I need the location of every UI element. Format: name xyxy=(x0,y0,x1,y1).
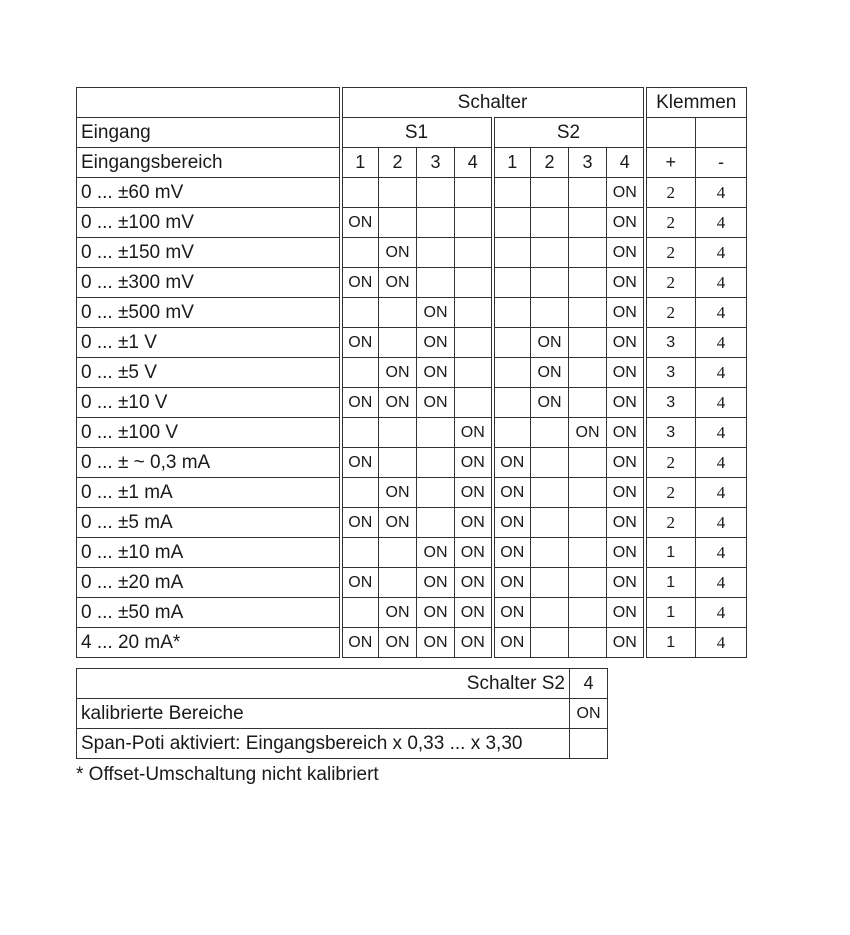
s1-switch-1-cell: ON xyxy=(341,628,379,658)
eingang-header: Eingang xyxy=(77,118,341,148)
klemme-minus-cell: 4 xyxy=(696,598,747,628)
s1-switch-3-cell xyxy=(417,238,455,268)
klemme-minus-cell: 4 xyxy=(696,238,747,268)
s2-switch-1-cell: ON xyxy=(493,538,531,568)
range-label: 0 ... ±10 V xyxy=(77,388,341,418)
s1-switch-4-cell xyxy=(455,388,493,418)
s1-switch-2-cell xyxy=(379,328,417,358)
calib-row-kalibriert xyxy=(77,699,608,729)
s1-switch-4-cell: ON xyxy=(455,418,493,448)
s2-switch-4-cell: ON xyxy=(607,298,645,328)
klemmen-blank-minus xyxy=(696,118,747,148)
switch-settings-body xyxy=(77,88,747,658)
s2-switch-2-cell: ON xyxy=(531,328,569,358)
s2-switch-2-cell: ON xyxy=(531,388,569,418)
klemme-minus-cell: 4 xyxy=(696,568,747,598)
s2-switch-4-cell: ON xyxy=(607,508,645,538)
s2-switch-3-cell xyxy=(569,238,607,268)
s1-switch-4-cell xyxy=(455,268,493,298)
s2-switch-2-cell xyxy=(531,538,569,568)
s1-switch-4-cell xyxy=(455,298,493,328)
range-label: 0 ... ±20 mA xyxy=(77,568,341,598)
s1-switch-4-cell: ON xyxy=(455,568,493,598)
range-row xyxy=(77,418,747,448)
s1-switch-1-cell xyxy=(341,238,379,268)
klemme-plus-cell: 1 xyxy=(645,538,696,568)
klemme-plus-cell: 2 xyxy=(645,448,696,478)
calib-header-row xyxy=(77,669,608,699)
s2-switch-1-cell: ON xyxy=(493,478,531,508)
range-label: 0 ... ±5 mA xyxy=(77,508,341,538)
range-row xyxy=(77,508,747,538)
s1-switch-2-cell: ON xyxy=(379,358,417,388)
s2-switch-4-cell: ON xyxy=(607,418,645,448)
s2-switch-2-cell xyxy=(531,298,569,328)
s1-switch-3-cell xyxy=(417,208,455,238)
klemme-plus-cell: 2 xyxy=(645,478,696,508)
klemme-minus-header: - xyxy=(696,148,747,178)
s1-switch-2-cell: ON xyxy=(379,388,417,418)
calib-kalibriert-value: ON xyxy=(570,699,608,729)
schalter-header: Schalter xyxy=(341,88,645,118)
klemme-minus-cell: 4 xyxy=(696,208,747,238)
klemme-minus-cell: 4 xyxy=(696,628,747,658)
s1-switch-4-cell xyxy=(455,208,493,238)
range-label: 0 ... ±100 mV xyxy=(77,208,341,238)
switch-settings-table xyxy=(76,87,747,658)
klemme-plus-header: + xyxy=(645,148,696,178)
range-row xyxy=(77,298,747,328)
s1-switch-4-header: 4 xyxy=(455,148,493,178)
s2-switch-4-cell: ON xyxy=(607,208,645,238)
range-label: 0 ... ±300 mV xyxy=(77,268,341,298)
klemme-minus-cell: 4 xyxy=(696,298,747,328)
range-label: 0 ... ±50 mA xyxy=(77,598,341,628)
header-row-eingangsbereich xyxy=(77,148,747,178)
s2-switch-3-cell xyxy=(569,388,607,418)
range-row xyxy=(77,448,747,478)
header-row-schalter xyxy=(77,88,747,118)
s2-switch-2-cell: ON xyxy=(531,358,569,388)
klemme-minus-cell: 4 xyxy=(696,538,747,568)
range-row xyxy=(77,568,747,598)
klemme-plus-cell: 1 xyxy=(645,628,696,658)
s1-switch-1-cell: ON xyxy=(341,508,379,538)
s2-switch-3-cell xyxy=(569,178,607,208)
klemme-plus-cell: 1 xyxy=(645,598,696,628)
s1-switch-3-cell xyxy=(417,178,455,208)
s2-switch-4-cell: ON xyxy=(607,598,645,628)
s2-switch-2-cell xyxy=(531,568,569,598)
s2-switch-3-cell: ON xyxy=(569,418,607,448)
s1-switch-3-cell xyxy=(417,448,455,478)
s2-switch-2-cell xyxy=(531,268,569,298)
s1-switch-1-cell xyxy=(341,478,379,508)
s2-switch-3-cell xyxy=(569,538,607,568)
s1-switch-1-cell: ON xyxy=(341,328,379,358)
range-label: 0 ... ±500 mV xyxy=(77,298,341,328)
calib-kalibriert-label: kalibrierte Bereiche xyxy=(77,699,570,729)
calib-switch-4-header: 4 xyxy=(570,669,608,699)
calibration-table xyxy=(76,668,608,759)
s1-switch-4-cell: ON xyxy=(455,478,493,508)
s1-switch-2-cell: ON xyxy=(379,238,417,268)
s1-switch-1-cell xyxy=(341,298,379,328)
s2-switch-2-cell xyxy=(531,508,569,538)
s1-switch-2-cell xyxy=(379,208,417,238)
s2-switch-4-header: 4 xyxy=(607,148,645,178)
klemme-plus-cell: 3 xyxy=(645,328,696,358)
s2-switch-4-cell: ON xyxy=(607,568,645,598)
s1-switch-1-cell xyxy=(341,178,379,208)
calib-schalter-s2-label: Schalter S2 xyxy=(77,669,570,699)
s1-switch-3-cell xyxy=(417,508,455,538)
s2-switch-2-cell xyxy=(531,598,569,628)
s1-switch-2-header: 2 xyxy=(379,148,417,178)
calib-span-poti-label: Span-Poti aktiviert: Eingangsbereich x 0,33 ... x 3,30 xyxy=(77,729,570,759)
s2-switch-1-cell xyxy=(493,268,531,298)
s1-switch-2-cell xyxy=(379,418,417,448)
s1-switch-3-cell: ON xyxy=(417,298,455,328)
s2-switch-2-cell xyxy=(531,208,569,238)
s1-switch-2-cell xyxy=(379,448,417,478)
s1-switch-3-cell xyxy=(417,268,455,298)
range-label: 0 ... ±150 mV xyxy=(77,238,341,268)
range-label: 0 ... ±5 V xyxy=(77,358,341,388)
s1-switch-2-cell: ON xyxy=(379,478,417,508)
range-label: 0 ... ± ~ 0,3 mA xyxy=(77,448,341,478)
s2-switch-1-header: 1 xyxy=(493,148,531,178)
klemme-minus-cell: 4 xyxy=(696,478,747,508)
s1-switch-1-cell xyxy=(341,598,379,628)
s2-switch-4-cell: ON xyxy=(607,358,645,388)
klemme-plus-cell: 3 xyxy=(645,418,696,448)
s2-switch-3-header: 3 xyxy=(569,148,607,178)
range-label: 0 ... ±60 mV xyxy=(77,178,341,208)
s1-switch-3-cell: ON xyxy=(417,538,455,568)
s1-switch-2-cell: ON xyxy=(379,628,417,658)
s2-switch-4-cell: ON xyxy=(607,388,645,418)
s2-switch-3-cell xyxy=(569,508,607,538)
s2-switch-2-header: 2 xyxy=(531,148,569,178)
s2-switch-2-cell xyxy=(531,478,569,508)
s2-switch-1-cell: ON xyxy=(493,568,531,598)
klemme-plus-cell: 2 xyxy=(645,238,696,268)
s1-switch-2-cell: ON xyxy=(379,598,417,628)
s2-switch-3-cell xyxy=(569,568,607,598)
s1-switch-4-cell: ON xyxy=(455,628,493,658)
s1-switch-2-cell xyxy=(379,568,417,598)
klemme-plus-cell: 2 xyxy=(645,208,696,238)
s1-switch-3-cell: ON xyxy=(417,328,455,358)
klemme-plus-cell: 2 xyxy=(645,268,696,298)
s1-switch-1-cell: ON xyxy=(341,448,379,478)
range-label: 4 ... 20 mA* xyxy=(77,628,341,658)
klemme-minus-cell: 4 xyxy=(696,358,747,388)
s1-switch-3-cell: ON xyxy=(417,358,455,388)
klemmen-header: Klemmen xyxy=(645,88,747,118)
s2-switch-2-cell xyxy=(531,178,569,208)
s1-switch-1-cell: ON xyxy=(341,568,379,598)
s2-switch-2-cell xyxy=(531,628,569,658)
s2-switch-4-cell: ON xyxy=(607,178,645,208)
range-row xyxy=(77,238,747,268)
s2-switch-1-cell xyxy=(493,388,531,418)
range-label: 0 ... ±1 mA xyxy=(77,478,341,508)
s1-switch-4-cell xyxy=(455,328,493,358)
s2-switch-3-cell xyxy=(569,628,607,658)
s1-switch-2-cell xyxy=(379,298,417,328)
range-row xyxy=(77,328,747,358)
s2-switch-1-cell: ON xyxy=(493,448,531,478)
klemme-minus-cell: 4 xyxy=(696,268,747,298)
s1-switch-4-cell: ON xyxy=(455,538,493,568)
klemme-plus-cell: 2 xyxy=(645,178,696,208)
s1-header: S1 xyxy=(341,118,493,148)
range-row xyxy=(77,178,747,208)
s2-switch-4-cell: ON xyxy=(607,328,645,358)
s1-switch-3-cell: ON xyxy=(417,628,455,658)
s2-switch-1-cell xyxy=(493,238,531,268)
s2-switch-3-cell xyxy=(569,298,607,328)
range-row xyxy=(77,208,747,238)
s2-switch-4-cell: ON xyxy=(607,268,645,298)
s1-switch-1-cell xyxy=(341,358,379,388)
header-row-eingang xyxy=(77,118,747,148)
s1-switch-1-cell xyxy=(341,538,379,568)
s2-switch-1-cell xyxy=(493,418,531,448)
s2-switch-3-cell xyxy=(569,268,607,298)
s1-switch-4-cell xyxy=(455,238,493,268)
s1-switch-3-cell xyxy=(417,418,455,448)
range-row xyxy=(77,478,747,508)
s2-switch-1-cell: ON xyxy=(493,598,531,628)
range-row xyxy=(77,358,747,388)
s2-switch-3-cell xyxy=(569,358,607,388)
s2-switch-2-cell xyxy=(531,418,569,448)
s2-switch-3-cell xyxy=(569,208,607,238)
s1-switch-3-cell xyxy=(417,478,455,508)
s2-switch-4-cell: ON xyxy=(607,628,645,658)
s1-switch-2-cell: ON xyxy=(379,268,417,298)
footnote: * Offset-Umschaltung nicht kalibriert xyxy=(76,764,379,785)
s1-switch-1-cell: ON xyxy=(341,388,379,418)
s1-switch-2-cell xyxy=(379,178,417,208)
s2-switch-3-cell xyxy=(569,598,607,628)
s1-switch-4-cell: ON xyxy=(455,448,493,478)
klemme-plus-cell: 2 xyxy=(645,298,696,328)
s2-header: S2 xyxy=(493,118,645,148)
s2-switch-2-cell xyxy=(531,238,569,268)
klemme-minus-cell: 4 xyxy=(696,178,747,208)
range-row xyxy=(77,628,747,658)
s1-switch-3-cell: ON xyxy=(417,598,455,628)
s1-switch-4-cell xyxy=(455,358,493,388)
s2-switch-1-cell: ON xyxy=(493,628,531,658)
klemme-minus-cell: 4 xyxy=(696,508,747,538)
range-label: 0 ... ±10 mA xyxy=(77,538,341,568)
klemme-minus-cell: 4 xyxy=(696,388,747,418)
klemme-plus-cell: 3 xyxy=(645,358,696,388)
s2-switch-1-cell xyxy=(493,328,531,358)
s1-switch-1-header: 1 xyxy=(341,148,379,178)
s2-switch-3-cell xyxy=(569,328,607,358)
range-row xyxy=(77,538,747,568)
s2-switch-4-cell: ON xyxy=(607,238,645,268)
s2-switch-4-cell: ON xyxy=(607,538,645,568)
range-row xyxy=(77,388,747,418)
s1-switch-3-header: 3 xyxy=(417,148,455,178)
s2-switch-1-cell xyxy=(493,178,531,208)
s2-switch-1-cell xyxy=(493,208,531,238)
klemmen-blank-plus xyxy=(645,118,696,148)
klemme-plus-cell: 3 xyxy=(645,388,696,418)
s1-switch-4-cell: ON xyxy=(455,598,493,628)
corner-cell xyxy=(77,88,341,118)
range-label: 0 ... ±1 V xyxy=(77,328,341,358)
s2-switch-1-cell xyxy=(493,358,531,388)
s1-switch-4-cell: ON xyxy=(455,508,493,538)
range-row xyxy=(77,598,747,628)
s1-switch-3-cell: ON xyxy=(417,388,455,418)
calib-row-span-poti xyxy=(77,729,608,759)
s1-switch-1-cell: ON xyxy=(341,268,379,298)
range-label: 0 ... ±100 V xyxy=(77,418,341,448)
klemme-plus-cell: 2 xyxy=(645,508,696,538)
s2-switch-3-cell xyxy=(569,448,607,478)
klemme-plus-cell: 1 xyxy=(645,568,696,598)
s2-switch-4-cell: ON xyxy=(607,448,645,478)
s2-switch-1-cell: ON xyxy=(493,508,531,538)
s1-switch-1-cell xyxy=(341,418,379,448)
eingangsbereich-header: Eingangsbereich xyxy=(77,148,341,178)
s1-switch-1-cell: ON xyxy=(341,208,379,238)
s2-switch-3-cell xyxy=(569,478,607,508)
calib-span-poti-value xyxy=(570,729,608,759)
s1-switch-3-cell: ON xyxy=(417,568,455,598)
klemme-minus-cell: 4 xyxy=(696,418,747,448)
s2-switch-1-cell xyxy=(493,298,531,328)
s1-switch-4-cell xyxy=(455,178,493,208)
klemme-minus-cell: 4 xyxy=(696,448,747,478)
s1-switch-2-cell: ON xyxy=(379,508,417,538)
s2-switch-4-cell: ON xyxy=(607,478,645,508)
s1-switch-2-cell xyxy=(379,538,417,568)
range-row xyxy=(77,268,747,298)
klemme-minus-cell: 4 xyxy=(696,328,747,358)
s2-switch-2-cell xyxy=(531,448,569,478)
